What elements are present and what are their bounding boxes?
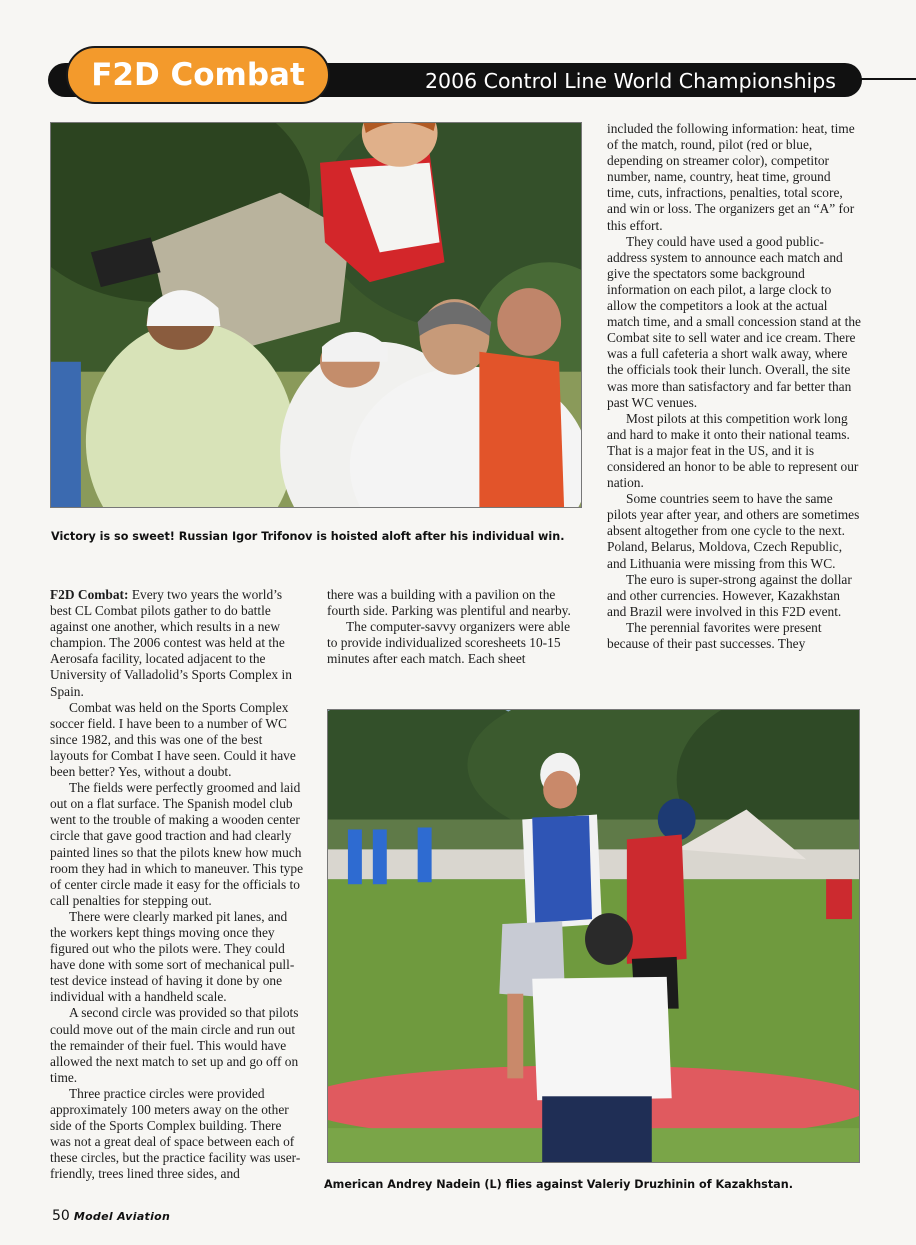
article-paragraph: There were clearly marked pit lanes, and the workers kept things moving once they figured out who the pilots were. They could have done with some sort of mechanical pull-test device instead of having it done by one individual with a handheld scale.	[50, 908, 295, 1005]
article-column-1	[50, 587, 304, 1182]
article-paragraph: A second circle was provided so that pilots could move out of the main circle and run out the remainder of their fuel. This would have allowed the next match to set up and go off on time.	[50, 1005, 299, 1085]
article-column-3	[607, 121, 861, 652]
magazine-name: Model Aviation	[73, 1210, 171, 1223]
article-paragraph: Three practice circles were provided approximately 100 meters away on the other side of the Sports Complex building. There was not a great deal of space between each of these circles, but the practice facility was user-friendly, trees lined three sides, and	[50, 1085, 301, 1182]
article-paragraph: there was a building with a pavilion on the fourth side. Parking was plentiful and nearby.	[327, 587, 571, 619]
article-paragraph: The computer-savvy organizers were able to provide individualized scoresheets 10-15 minutes after each match. Each sheet	[327, 619, 571, 667]
article-paragraph: Most pilots at this competition work long and hard to make it onto their national teams. That is a major feat in the US, and it is considered an honor to be able to represent our nation.	[607, 410, 859, 491]
photo-combat-match	[327, 709, 860, 1163]
article-paragraph	[50, 587, 304, 700]
page-number: 50	[52, 1208, 70, 1224]
section-label: F2D Combat	[66, 46, 330, 104]
article-title: 2006 Control Line World Championships	[425, 69, 836, 93]
photo-caption-top: Victory is so sweet! Russian Igor Trifonov is hoisted aloft after his individual win.	[51, 530, 565, 543]
article-lead-label: F2D Combat:	[50, 587, 129, 602]
article-paragraph: The perennial favorites were present because of their past successes. They	[607, 619, 822, 651]
photo-victory-celebration	[50, 122, 582, 508]
article-paragraph: The euro is super-strong against the dollar and other currencies. However, Kazakhstan and Brazil were involved in this F2D event.	[607, 571, 852, 619]
photo-caption-bottom: American Andrey Nadein (L) flies against Valeriy Druzhinin of Kazakhstan.	[324, 1178, 793, 1191]
page-folio	[52, 1208, 170, 1224]
article-paragraph: They could have used a good public-address system to announce each match and give the spectators some background information on each pilot, a large clock to allow the competitors a look at the actual match time, and a small concession stand at the Combat site to sell water and ice cream. There was a full cafeteria a short walk away, where the officials took their lunch. Overall, the site was more than satisfactory and far better than past WC venues.	[607, 233, 861, 410]
header-rule	[860, 78, 916, 80]
article-paragraph: The fields were perfectly groomed and laid out on a flat surface. The Spanish model club went to the trouble of making a wooden center circle that gave good traction and had clearly painted lines so that the pilots knew how much room they had in which to maneuver. This type of center circle made it easy for the officials to call penalties for stepping out.	[50, 780, 304, 908]
article-paragraph: included the following information: heat, time of the match, round, pilot (red or blue, depending on streamer color), competitor number, name, country, heat time, ground time, cuts, infractions, penalties, total score, and win or loss. The organizers get an “A” for this effort.	[607, 121, 855, 233]
article-column-2	[327, 587, 579, 667]
article-paragraph: Combat was held on the Sports Complex soccer field. I have been to a number of WC since 1982, and this was one of the best layouts for Combat I have seen. Could it have been better? Yes, without a doubt.	[50, 699, 296, 780]
article-paragraph: Some countries seem to have the same pilots year after year, and others are sometimes absent altogether from one cycle to the next. Poland, Belarus, Moldova, Czech Republic, and Lithuania were missing from this WC.	[607, 491, 860, 571]
article-paragraph-text: Every two years the world’s best CL Combat pilots gather to do battle against one another, which results in a new champion. The 2006 contest was held at the Aerosafa facility, located adjacent to the University of Valladolid’s Sports Complex in Spain.	[50, 587, 292, 699]
